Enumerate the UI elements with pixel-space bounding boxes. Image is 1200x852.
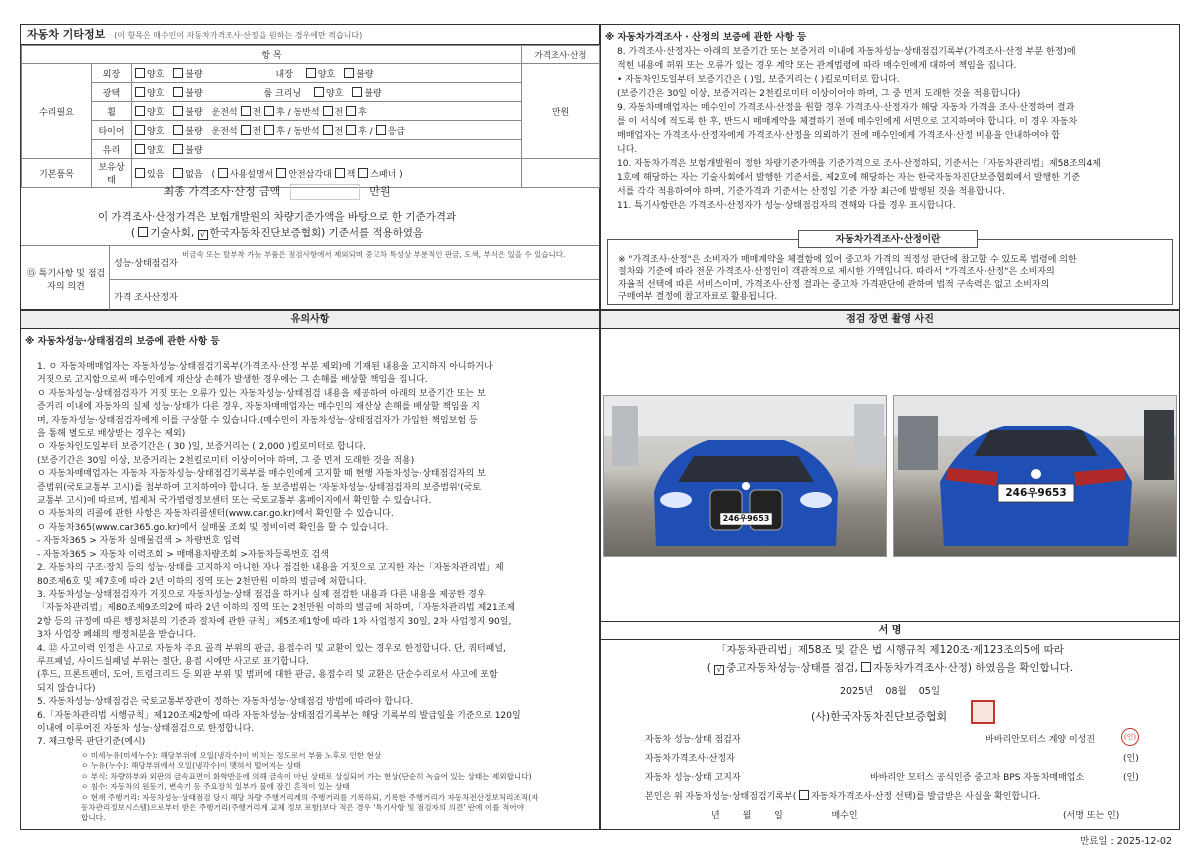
caution-notes xyxy=(81,751,599,824)
caution-line: 되지 않습니다) xyxy=(37,683,96,694)
sign-row5 xyxy=(711,808,1175,821)
opt-bad: 불량 xyxy=(356,69,374,80)
sign-org: (사)한국자동차진단보증협회 xyxy=(811,710,948,723)
row4-text2: 자동차가격조사·산정 선택)를 발급받은 사실을 확인합니다. xyxy=(811,792,1041,802)
row1-value: 바바리안모터스 계양 이성진 xyxy=(985,735,1096,745)
expire-date: 만료일 : 2025-12-02 xyxy=(1080,836,1172,847)
opt-bad: 불량 xyxy=(364,88,382,99)
caution-section xyxy=(20,310,600,830)
opt-front: 전 xyxy=(334,107,344,118)
caution-line: 며, 자동차성능·상태점검자에게 이를 구상할 수 있습니다.(매수인이 자동차성능·상태점검자가 가입한 책임보험 등 xyxy=(37,415,478,426)
sign-row1 xyxy=(645,732,1175,745)
row-wheel: 양호 불량 운전석 전 후 / 동반석 전 후 xyxy=(132,102,522,121)
sign-row2 xyxy=(645,751,1175,764)
checkbox[interactable] xyxy=(173,144,183,154)
price-box-title: 자동차가격조사·산정이란 xyxy=(798,230,978,248)
opt-passenger: 동반석 xyxy=(293,126,320,137)
guarantee-line: 8. 가격조사·산정자는 아래의 보증기간 또는 보증거리 이내에 자동차성능·상태점검기록부(가격조사·산정 부분 한정)에 xyxy=(617,47,1076,57)
checkbox[interactable] xyxy=(352,87,362,97)
checkbox[interactable] xyxy=(173,87,183,97)
caution-line: 이내에 이루어진 자동차 성능·상태점검으로 한정합니다. xyxy=(37,723,255,734)
inspector-text: 비금속 또는 탈부착 가능 부품은 점검사항에서 제외되며 중고차 특성상 부분적인 판금, 도색, 부식은 있을 수 있습니다. xyxy=(182,250,566,259)
checkbox[interactable] xyxy=(135,168,145,178)
guarantee-line: (보증기간은 30일 이상, 보증거리는 2천킬로미터 이상이어야 하며, 그 중 먼저 도래한 것을 적용합니다) xyxy=(617,89,1021,99)
sign-line1: 「자동차관리법」제58조 및 같은 법 시행규칙 제120조·제123조의5에 따라 xyxy=(716,644,1064,656)
caution-note: ㅇ 부식: 차량하부와 외판의 금속표면이 화학반응에 의해 금속이 아닌 상태로 상실되어 가는 현상(단순히 녹슬어 있는 상태는 제외합니다) xyxy=(81,771,532,781)
checkbox[interactable] xyxy=(135,144,145,154)
opt-front: 전 xyxy=(334,126,344,137)
opt-good: 양호 xyxy=(147,69,165,80)
price-inspector-label: 가격 조사산정자 xyxy=(114,293,178,303)
std-line2: ( 기술사회, √ 한국자동차진단보증협회) 기준서를 적용하였음 xyxy=(130,227,424,239)
opt-passenger: 동반석 xyxy=(293,107,320,118)
photo-section xyxy=(600,310,1180,830)
checkbox[interactable] xyxy=(276,168,286,178)
guarantee-line: 서를 각각 적용하여야 하며, 기준가격과 기준서는 산정일 기준 가장 최근에 발행된 것을 적용합니다. xyxy=(617,187,1005,197)
price-box xyxy=(607,234,1173,305)
car-rear-photo xyxy=(893,395,1177,557)
checkbox[interactable] xyxy=(346,125,356,135)
sign-row3 xyxy=(645,770,1175,783)
car-rear-icon xyxy=(894,396,1177,557)
row2-seal: (인) xyxy=(1123,754,1139,764)
price-box-line: 절차와 기준에 따라 전문 가격조사·산정인이 객관적으로 제시한 가액입니다. 따라서 "가격조사·산정"은 소비자의 xyxy=(618,267,1055,278)
sign-section xyxy=(601,621,1179,831)
sign-opt2: 자동차가격조사·산정) 하였음을 확인합니다. xyxy=(873,662,1074,674)
row3-value: 바바리안 모터스 공식인증 중고차 BPS 자동차매매업소 xyxy=(870,773,1085,783)
opt-no: 없음 xyxy=(185,169,203,180)
guarantee-section xyxy=(600,24,1180,310)
row-own-label: 보유상태 xyxy=(92,159,132,188)
opt-rear: 후 xyxy=(276,107,285,118)
guarantee-line: • 자동차인도일부터 보증기간은 ( )일, 보증거리는 ( )킬로미터로 합니다. xyxy=(617,75,900,85)
price-unit: 만원 xyxy=(522,64,600,159)
std-opt1: 기술사회, xyxy=(150,227,195,239)
caution-lines xyxy=(37,361,597,750)
opt-good: 양호 xyxy=(147,145,165,156)
row-own: 있음 없음 ( 사용설명서 안전삼각대 잭 스패너 ) xyxy=(132,159,522,188)
checkbox[interactable] xyxy=(218,168,228,178)
special-label: ⑮ 특기사항 및 점검자의 의견 xyxy=(26,269,106,292)
caution-note: ㅇ 미세누유(미세누수): 해당부위에 오일(냉각수)이 비치는 정도로서 부품 노후로 인한 현상 xyxy=(81,751,382,760)
caution-note: ㅇ 침수: 자동차의 원동기, 변속기 등 주요장치 일부가 물에 잠긴 흔적이 있는 상태 xyxy=(81,782,350,792)
row-glass xyxy=(132,140,522,159)
caution-line: ㅇ 자동차매매업자는 자동차 자동차성능·상태점검기록부를 매수인에게 고지할 때 현행 자동차성능·상태점검자의 보 xyxy=(37,469,486,480)
row-tire-label: 타이어 xyxy=(92,121,132,140)
guarantee-line: 9. 자동차매매업자는 매수인이 가격조사·산정을 원할 경우 가격조사·산정자가 해당 자동차 가격을 조사·산정하여 결과 xyxy=(617,103,1075,113)
checkbox[interactable] xyxy=(264,106,274,116)
etc-section xyxy=(20,24,600,310)
caution-line: 3차 사업장 폐쇄의 행정처분을 받습니다. xyxy=(37,630,197,641)
inspector-seal: (인) xyxy=(1121,728,1139,746)
front-plate: 246우9653 xyxy=(722,514,770,523)
opt-rear: 후 xyxy=(276,126,285,137)
checkbox-checked[interactable]: √ xyxy=(714,665,724,675)
opt-bad: 불량 xyxy=(185,126,203,137)
opt-emergency: 응급 xyxy=(387,126,405,137)
caution-line: - 자동차365 > 자동차 이력조회 > 매매용차량조회 >자동차등록번호 검색 xyxy=(37,549,329,560)
opt-rear: 후 xyxy=(358,126,367,137)
caution-line: (후드, 프론트펜더, 도어, 트렁크리드 등 외판 부위 및 범퍼에 대한 판금, 용접수리 및 교환은 단순수리로서 사고에 포함 xyxy=(37,670,498,681)
caution-line: 증범위(국토교통부 고시)를 첨부하여 고지하여야 합니다. 동 보증범위는 '자동차성능·상태점검자의 보증범위'(국토 xyxy=(37,482,482,493)
sign-row4 xyxy=(645,789,1175,802)
checkbox[interactable] xyxy=(799,790,809,800)
guarantee-line: 니다. xyxy=(617,145,638,155)
opt-good: 양호 xyxy=(147,126,165,137)
etc-table xyxy=(21,45,600,188)
checkbox[interactable] xyxy=(335,168,345,178)
caution-line: 2항 등의 규정에 따른 행정처분의 기준과 절차에 관한 규칙」제5조제1항에 따라 1차 사업정지 30일, 2차 사업정지 90일, xyxy=(37,616,512,627)
checkbox[interactable] xyxy=(344,68,354,78)
row3-seal: (인) xyxy=(1123,773,1139,783)
caution-line: 거짓으로 고지함으로써 매수인에게 재산상 손해가 발생한 경우에는 그 손해를 배상할 책임을 집니다. xyxy=(37,375,428,386)
etc-title: 자동차 기타정보 xyxy=(27,28,106,41)
row-wheel-label: 휠 xyxy=(92,102,132,121)
guarantee-line: 적힌 내용에 허위 또는 오류가 있는 경우 계약 또는 관계법령에 따라 매수인에게 대하여 책임을 집니다. xyxy=(617,61,1017,71)
guarantee-line: 를 이 서식에 적도록 한 후, 반드시 매매계약을 체결하기 전에 매수인에게 서면으로 고지하여야 합니다. 이 경우 자동차 xyxy=(617,117,1078,127)
opt-rear: 후 xyxy=(358,107,367,118)
sign-title: 서 명 xyxy=(601,622,1179,640)
price-box-line: 자율적 선택에 따른 서비스이며, 가격조사·산정 결과는 중고차 가격판단에 관하여 법적 구속력은 없고 소비자의 xyxy=(618,279,1050,290)
photo-title: 점검 장면 촬영 사진 xyxy=(601,311,1179,329)
caution-line: (보증기간은 30일 이상, 보증거리는 2천킬로미터 이상이어야 하며, 그 중 먼저 도래한 것을 적용) xyxy=(37,455,415,466)
checkbox[interactable] xyxy=(323,125,333,135)
row3-label: 자동차 성능·상태 고지자 xyxy=(645,773,741,783)
caution-line: ㅇ 자동차인도일부터 보증기간은 ( 30 )일, 보증거리는 ( 2,000 )킬로미터로 합니다. xyxy=(37,442,367,453)
final-unit: 만원 xyxy=(369,185,391,198)
opt-manual: 사용설명서 xyxy=(229,169,274,180)
checkbox[interactable] xyxy=(135,125,145,135)
guarantee-lines xyxy=(617,45,1177,213)
opt-good: 양호 xyxy=(147,107,165,118)
caution-note: ㅇ 누유(누수): 해당부위에서 오일(냉각수)이 맺혀서 떨어지는 상태 xyxy=(81,761,301,771)
row4-text: 본인은 위 자동차성능·상태점검기록부( xyxy=(645,792,797,802)
row1-label: 자동차 성능·상태 점검자 xyxy=(645,735,741,745)
final-price xyxy=(21,183,533,200)
guarantee-title: ※ 자동차가격조사 · 산정의 보증에 관한 사항 등 xyxy=(605,32,807,43)
checkbox[interactable] xyxy=(358,168,368,178)
checkbox[interactable] xyxy=(173,106,183,116)
guarantee-line: 10. 자동차가격은 보험개발원이 정한 차량기준가액을 기준가격으로 조사·산정하되, 기준서는「자동차관리법」제58조의4제 xyxy=(617,159,1101,169)
final-label: 최종 가격조사·산정 금액 xyxy=(163,185,281,198)
opt-triangle: 안전삼각대 xyxy=(288,169,332,180)
caution-line: 교통부 고시)에 따르며, 법제처 국가법령정보센터 또는 국토교통부 홈페이지에서 확인할 수 있습니다. xyxy=(37,496,432,507)
guarantee-line: 매매업자는 가격조사·산정자에게 가격조사·산정을 의뢰하기 전에 매수인에게 가격조사·산정 비용을 안내하여야 합 xyxy=(617,131,1060,141)
row-glass-label: 유리 xyxy=(92,140,132,159)
checkbox[interactable] xyxy=(241,106,251,116)
org-seal xyxy=(971,700,995,724)
row-exterior-label: 외장 xyxy=(92,64,132,83)
sign-opt1: 중고자동차성능·상태를 점검, xyxy=(726,662,858,674)
row-exterior xyxy=(132,64,522,83)
checkbox[interactable] xyxy=(376,125,386,135)
row-room-label: 룸 크리닝 xyxy=(263,88,302,99)
opt-bad: 불량 xyxy=(185,69,203,80)
caution-line: - 자동차365 > 자동차 실매물검색 > 차량번호 입력 xyxy=(37,536,241,547)
caution-line: 3. 자동차성능·상태점검자가 거짓으로 자동차성능·상태 점검을 하거나 실제 점검한 내용과 다른 내용을 제공한 경우 xyxy=(37,589,486,600)
basic-label: 기본품목 xyxy=(22,159,92,188)
std-opt2: 한국자동차진단보증협회) 기준서를 적용하였음 xyxy=(209,227,424,239)
etc-header xyxy=(21,25,599,45)
opt-driver: 운전석 xyxy=(211,107,238,118)
checkbox[interactable] xyxy=(241,125,251,135)
hdr-item: 항 목 xyxy=(22,46,522,64)
opt-front: 전 xyxy=(252,126,262,137)
row-interior-label: 내장 xyxy=(275,69,293,80)
checkbox[interactable] xyxy=(173,168,183,178)
caution-line: 5. 자동차성능·상태점검은 국토교통부장관이 정하는 자동차성능·상태점검 방법에 따라야 합니다. xyxy=(37,697,414,708)
price-box-line: 구매여부 결정에 참고자료로 활용됩니다. xyxy=(618,292,778,303)
caution-line: 6.「자동차관리법 시행규칙」제120조제2항에 따라 자동차성능·상태점검기록부는 해당 기록부의 발급일을 기준으로 120일 xyxy=(37,710,521,721)
caution-line: 증거리 이내에 자동차의 실제 성능·상태가 다른 경우, 자동차매매업자는 매수인의 재산상 손해를 배상할 책임을 지 xyxy=(37,402,480,413)
price-box-line: ※ "가격조사·산정"은 소비자가 매매계약을 체결함에 있어 중고차 가격의 적정성 판단에 참고할 수 있도록 법령에 의한 xyxy=(618,255,1077,265)
opt-bad: 불량 xyxy=(185,107,203,118)
sign-date: 2025년 08월 05일 xyxy=(839,686,941,697)
caution-note: 합니다. xyxy=(81,813,106,823)
caution-note: 동차관리정보시스템)으로부터 받은 주행거리(주행거리계 교체 정보 포함)보다 적은 경우 '특기사항 및 점검자의 의견' 란에 이를 적어야 xyxy=(81,803,524,813)
caution-line: 루프패널, 사이드실패널 부위는 절단, 용접 시에만 사고로 표기합니다. xyxy=(37,656,310,667)
checkbox[interactable] xyxy=(346,106,356,116)
repair-label: 수리필요 xyxy=(22,64,92,159)
checkbox[interactable] xyxy=(173,125,183,135)
hdr-price: 가격조사·산정 xyxy=(522,46,600,64)
checkbox[interactable] xyxy=(135,106,145,116)
row5-text: 년 월 일 매수인 xyxy=(711,811,858,821)
caution-line: 7. 체크항목 판단기준(예시) xyxy=(37,737,146,748)
inspector-label: 성능·상태점검자 xyxy=(114,259,178,269)
etc-subtitle: (이 항목은 매수인이 자동차가격조사·산정을 원하는 경우에만 적습니다) xyxy=(114,31,363,40)
opt-good: 양호 xyxy=(326,88,344,99)
opt-good: 양호 xyxy=(147,88,165,99)
opt-spanner: 스패너 xyxy=(370,169,397,180)
row-tire: 양호 불량 운전석 전 후 / 동반석 전 후 / 응급 xyxy=(132,121,522,140)
row-gloss-label: 광택 xyxy=(92,83,132,102)
caution-line: ㅇ 자동차성능·상태점검자가 거짓 또는 오류가 있는 자동차성능·상태점검 내용을 제공하여 아래의 보증기간 또는 보 xyxy=(37,388,486,399)
checkbox[interactable] xyxy=(135,68,145,78)
checkbox[interactable] xyxy=(138,227,148,237)
opt-jack: 잭 xyxy=(346,169,356,180)
checkbox[interactable] xyxy=(314,87,324,97)
checkbox[interactable] xyxy=(306,68,316,78)
caution-line: 「자동차관리법」제80조제9조의2에 따라 2년 이하의 징역 또는 2천만원 이하의 벌금에 처하며,「자동차관리법 제21조제 xyxy=(37,603,516,614)
checkbox[interactable] xyxy=(173,68,183,78)
opt-good: 양호 xyxy=(317,69,336,80)
opt-yes: 있음 xyxy=(147,169,165,180)
opt-bad: 불량 xyxy=(185,145,203,156)
rear-plate: 246우9653 xyxy=(1005,487,1067,499)
car-front-photo xyxy=(603,395,887,557)
checkbox[interactable] xyxy=(135,87,145,97)
caution-line: 2. 자동차의 구조·장치 등의 성능·상태를 고지하지 아니한 자나 점검한 내용을 거짓으로 고지한 자는「자동차관리법」제 xyxy=(37,563,504,574)
checkbox[interactable] xyxy=(323,106,333,116)
caution-line: ㅇ 자동차의 리콜에 관한 사항은 자동차리콜센터(www.car.go.kr)에서 확인할 수 있습니다. xyxy=(37,509,394,520)
caution-line: 1. ㅇ 자동차매매업자는 자동차성능·상태점검기록부(가격조사·산정 부분 제외)에 기재된 내용을 고지하지 아니하거나 xyxy=(37,362,493,372)
caution-line: 을 통해 별도로 배상받는 경우는 제외) xyxy=(37,429,186,440)
row-gloss xyxy=(132,83,522,102)
caution-title: 유의사항 xyxy=(21,311,599,329)
final-input[interactable] xyxy=(290,184,360,200)
caution-line: ㅇ 자동차365(www.car365.go.kr)에서 실매물 조회 및 정비이력 확인을 할 수 있습니다. xyxy=(37,522,389,533)
checkbox-checked[interactable]: √ xyxy=(198,230,208,240)
price-box-lines xyxy=(618,254,1168,304)
opt-bad: 불량 xyxy=(185,88,203,99)
caution-line: 4. ⑫ 사고이력 인정은 사고로 자동차 주요 골격 부위의 판금, 용접수리 및 교환이 있는 경우로 한정합니다. 단, 쿼터패널, xyxy=(37,643,506,654)
std-line1: 이 가격조사·산정가격은 보험개발원의 차량기준가액을 바탕으로 한 기준가격과 xyxy=(97,211,457,223)
checkbox[interactable] xyxy=(861,662,871,672)
caution-line: 80조제6호 및 제7호에 따라 2년 이하의 징역 또는 2천만원 이하의 벌금에 처합니다. xyxy=(37,576,367,587)
caution-note: ㅇ 현재 주행거리: 자동차성능·상태점검 당시 해당 차량 주행거리계의 주행거리를 기록하되, 기록한 주행거리가 자동차전산정보처리조직(자 xyxy=(81,792,539,802)
guarantee-line: 11. 특기사항란은 가격조사·산정자가 성능·상태점검자의 견해와 다를 경우 표시합니다. xyxy=(617,201,956,211)
checkbox[interactable] xyxy=(264,125,274,135)
row2-label: 자동차가격조사·산정자 xyxy=(645,754,735,764)
special-box xyxy=(21,245,599,310)
row5-sign: (서명 또는 인) xyxy=(1063,811,1120,821)
opt-front: 전 xyxy=(252,107,262,118)
guarantee-line: 1호에 해당하는 자는 기술사회에서 발행한 기준서를, 제2호에 해당하는 자는 한국자동차진단보증협회에서 발행한 기준 xyxy=(617,173,1081,183)
opt-driver: 운전석 xyxy=(211,126,238,137)
sign-line2: ( √ 중고자동차성능·상태를 점검, 자동차가격조사·산정) 하였음을 확인합니다. xyxy=(706,662,1074,674)
car-front-icon xyxy=(604,396,887,557)
caution-subtitle: ※ 자동차성능·상태점검의 보증에 관한 사항 등 xyxy=(25,336,220,347)
